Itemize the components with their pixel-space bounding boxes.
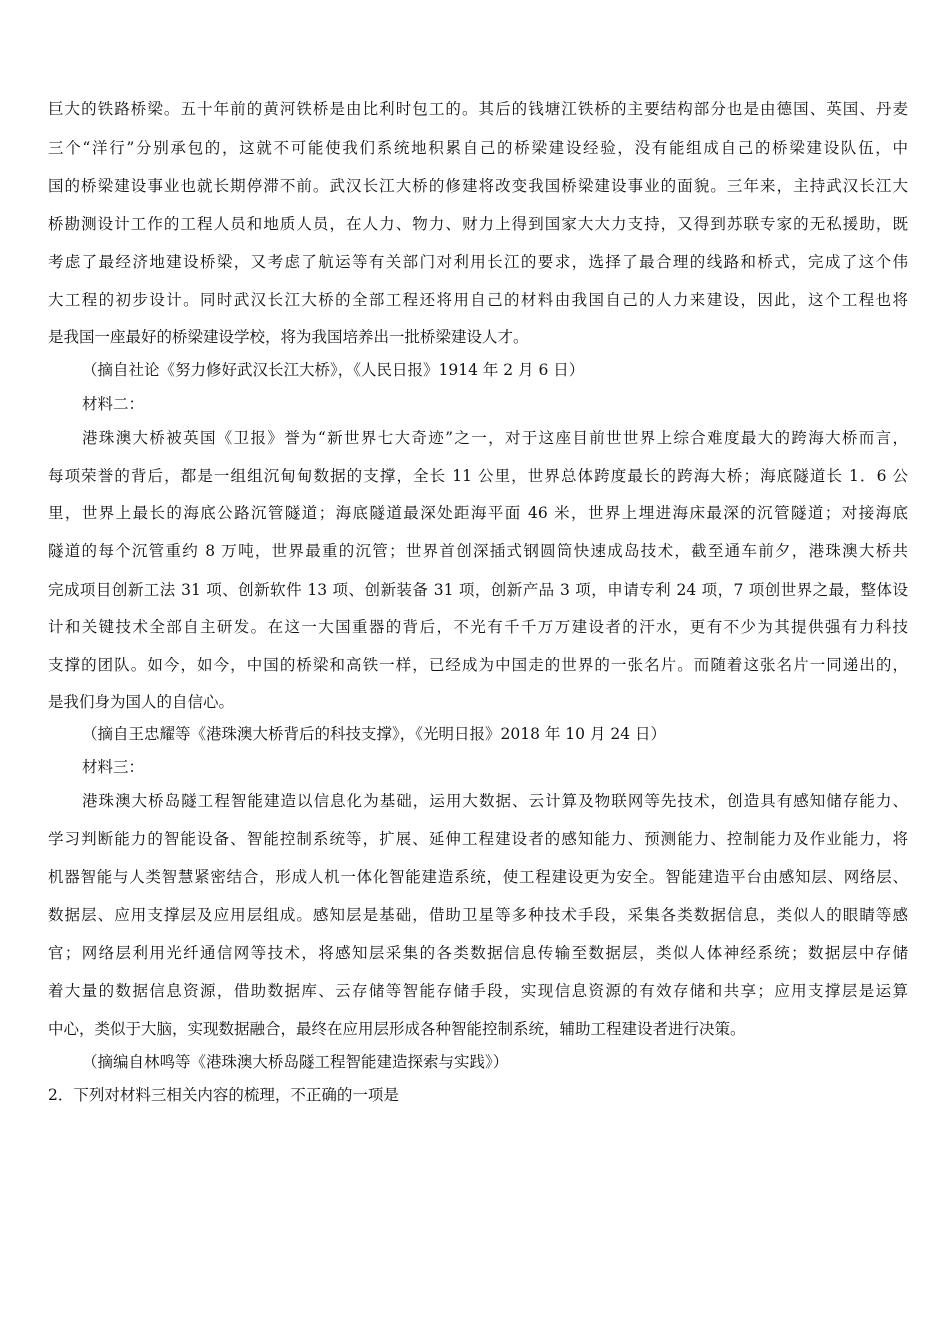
source-citation-3: （摘编自林鸣等《港珠澳大桥岛隧工程智能建造探索与实践》） [82, 1053, 509, 1071]
material-3-line: 官；网络层利用光纤通信网等技术，将感知层采集的各类数据信息传输至数据层，类似人体神经系统；数据层中存储 [48, 944, 908, 962]
source-citation-2: （摘自王忠耀等《港珠澳大桥背后的科技支撑》，《光明日报》2018 年 10 月 24 日） [82, 725, 667, 743]
source-citation-1: （摘自社论《努力修好武汉长江大桥》，《人民日报》1914 年 2 月 6 日） [82, 361, 585, 379]
material-2-heading: 材料二： [82, 395, 145, 413]
material-2-line: 支撑的团队。如今，如今，中国的桥梁和高铁一样，已经成为中国走的世界的一张名片。而随着这张名片一同递出的， [48, 656, 908, 674]
question-2: 2．下列对材料三相关内容的梳理，不正确的一项是 [48, 1086, 399, 1104]
paragraph-1-line: 桥勘测设计工作的工程人员和地质人员，在人力、物力、财力上得到国家大大力支持，又得到苏联专家的无私援助，既 [48, 215, 908, 233]
material-3-line: 港珠澳大桥岛隧工程智能建造以信息化为基础，运用大数据、云计算及物联网等先技术，创造具有感知储存能力、 [82, 792, 908, 810]
material-2-line: 计和关键技术全部自主研发。在这一大国重器的背后，不光有千千万万建设者的汗水，更有不少为其提供强有力科技 [48, 618, 908, 636]
material-3-line: 数据层、应用支撑层及应用层组成。感知层是基础，借助卫星等多种技术手段，采集各类数据信息，类似人的眼睛等感 [48, 906, 908, 924]
material-3-line: 中心，类似于大脑，实现数据融合，最终在应用层形成各种智能控制系统，辅助工程建设者进行决策。 [48, 1020, 746, 1038]
paragraph-1-line: 考虑了最经济地建设桥梁，又考虑了航运等有关部门对利用长江的要求，选择了最合理的线路和桥式，完成了这个伟 [48, 253, 908, 271]
paragraph-1-line: 国的桥梁建设事业也就长期停滞不前。武汉长江大桥的修建将改变我国桥梁建设事业的面貌。三年来，主持武汉长江大 [48, 177, 908, 195]
material-3-line: 机器智能与人类智慧紧密结合，形成人机一体化智能建造系统，使工程建设更为安全。智能建造平台由感知层、网络层、 [48, 868, 908, 886]
material-2-line: 每项荣誉的背后，都是一组组沉甸甸数据的支撑，全长 11 公里，世界总体跨度最长的跨海大桥；海底隧道长 1．6 公 [48, 467, 908, 485]
material-3-line: 着大量的数据信息资源，借助数据库、云存储等智能存储手段，实现信息资源的有效存储和共享；应用支撑层是运算 [48, 982, 908, 1000]
material-2-line: 里，世界上最长的海底公路沉管隧道；海底隧道最深处距海平面 46 米，世界上埋进海床最深的沉管隧道；对接海底 [48, 504, 908, 522]
material-2-line: 是我们身为国人的自信心。 [48, 693, 235, 711]
paragraph-1-line: 大工程的初步设计。同时武汉长江大桥的全部工程还将用自己的材料由我国自己的人力来建设，因此，这个工程也将 [48, 291, 908, 309]
material-2-line: 完成项目创新工法 31 项、创新软件 13 项、创新装备 31 项，创新产品 3 项，申请专利 24 项，7 项创世界之最，整体设 [48, 581, 908, 599]
material-3-heading: 材料三： [82, 758, 145, 776]
material-3-line: 学习判断能力的智能设备、智能控制系统等，扩展、延伸工程建设者的感知能力、预测能力、控制能力及作业能力，将 [48, 830, 908, 848]
material-2-line: 港珠澳大桥被英国《卫报》誉为“新世界七大奇迹”之一，对于这座目前世世界上综合难度最大的跨海大桥而言， [82, 429, 908, 447]
paragraph-1-line: 三个“洋行”分别承包的，这就不可能使我们系统地积累自己的桥梁建设经验，没有能组成自己的桥梁建设队伍，中 [48, 139, 908, 157]
material-2-line: 隧道的每个沉管重约 8 万吨，世界最重的沉管；世界首创深插式钢圆筒快速成岛技术，截至通车前夕，港珠澳大桥共 [48, 542, 908, 560]
paragraph-1-line: 是我国一座最好的桥梁建设学校，将为我国培养出一批桥梁建设人才。 [48, 328, 529, 346]
paragraph-1-line: 巨大的铁路桥梁。五十年前的黄河铁桥是由比利时包工的。其后的钱塘江铁桥的主要结构部分也是由德国、英国、丹麦 [48, 100, 908, 118]
